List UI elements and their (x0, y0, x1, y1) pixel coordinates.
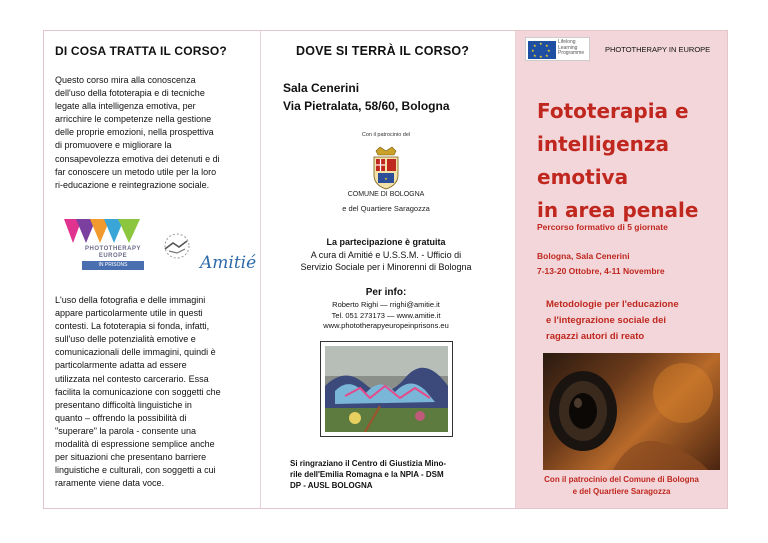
phototherapy-europe-logo (62, 217, 144, 273)
middle-panel (260, 31, 512, 508)
comune-text: COMUNE DI BOLOGNA (347, 191, 425, 198)
lifelong-learning-logo (525, 37, 590, 61)
venue-name: Sala Cenerini (283, 81, 360, 95)
logo-pe-band (82, 261, 144, 270)
svg-text:✦: ✦ (384, 177, 388, 183)
care-text: A cura di Amitié e U.S.S.M. - Ufficio di Servizio Sociale per i Minorenni di Bologna (300, 250, 472, 272)
left-heading: DI COSA TRATTA IL CORSO? (55, 44, 227, 58)
eu-flag-icon: ★ ★ ★ ★ ★ ★ ★ ★ (528, 41, 556, 59)
free-participation: La partecipazione è gratuita (326, 237, 446, 247)
amitie-text: Amitié (200, 253, 257, 273)
method-text: Metodologie per l'educazione e l'integrazione sociale dei ragazzi autori di reato (546, 299, 679, 342)
course-dates: 7-13-20 Ottobre, 4-11 Novembre (537, 266, 665, 276)
left-panel (44, 31, 260, 508)
middle-heading: DOVE SI TERRÀ IL CORSO? (296, 44, 470, 58)
graffiti-photo-frame (320, 341, 453, 437)
logo-pe-text: PHOTOTHERAPY EUROPE (85, 246, 141, 259)
patronage-text: Con il patrocinio del (361, 132, 411, 138)
camera-lens-icon (543, 353, 720, 470)
body-text: L'uso della fotografia e delle immagini appare particolarmente utile in questi contesti. La fototerapia si fonda, infatti, sull'uso delle potenzialità emotive e comunicazionali delle immagini, quindi è particolarmente adatta ad essere utilizzata nel contesto carcerario. Essa facilita la comunicazione con soggetti che presentano difficoltà linguistiche in quanto – offrendo la possibilità di "superare" la parola - consente una modalità di espressione semplice anche per situazioni che presentano barriere linguistiche e culturali, con soggetti a cui raramente viene data voce. (55, 295, 221, 489)
handshake-icon (157, 231, 197, 261)
llp-text: Lifelong Learning Programme (558, 39, 585, 56)
logo-pe-subtext: IN PRISONS (98, 262, 128, 268)
graffiti-photo (325, 346, 448, 432)
amitie-logo (152, 231, 257, 279)
course-place: Bologna, Sala Cenerini (537, 251, 630, 261)
cover-footer: Con il patrocinio del Comune di Bologna e del Quartiere Saragozza (544, 475, 699, 496)
thanks-text: Si ringraziano il Centro di Giustizia Mino- rile dell'Emilia Romagna e la NPIA - DSM DP - AUSL BOLOGNA (290, 459, 447, 490)
contact-info: Roberto Righi — rrighi@amitie.it Tel. 051 273173 — www.amitie.it www.phototherapyeuropeinprisons.eu (323, 300, 449, 330)
bologna-coat-of-arms-icon (370, 145, 402, 191)
cover-title: Fototerapia e intelligenza emotiva in area penale (537, 99, 699, 222)
intro-text: Questo corso mira alla conoscenza dell'uso della fototerapia e di tecniche legate alla intelligenza emotiva, per arricchire le competenze nella gestione delle proprie emozioni, nella prospettiva di promuovere e migliorare la consapevolezza emotiva dei detenuti e di far conoscere un metodo utile per la loro ri-educazione e reintegrazione sociale. (55, 75, 220, 190)
camera-photo (543, 353, 720, 470)
quartiere-text: e del Quartiere Saragozza (342, 204, 430, 213)
info-heading: Per info: (365, 287, 407, 298)
logo-triangles-icon (62, 217, 144, 247)
venue-address: Via Pietralata, 58/60, Bologna (283, 99, 450, 113)
project-name: PHOTOTHERAPY IN EUROPE (605, 45, 711, 54)
course-subtitle: Percorso formativo di 5 giornate (537, 222, 668, 232)
